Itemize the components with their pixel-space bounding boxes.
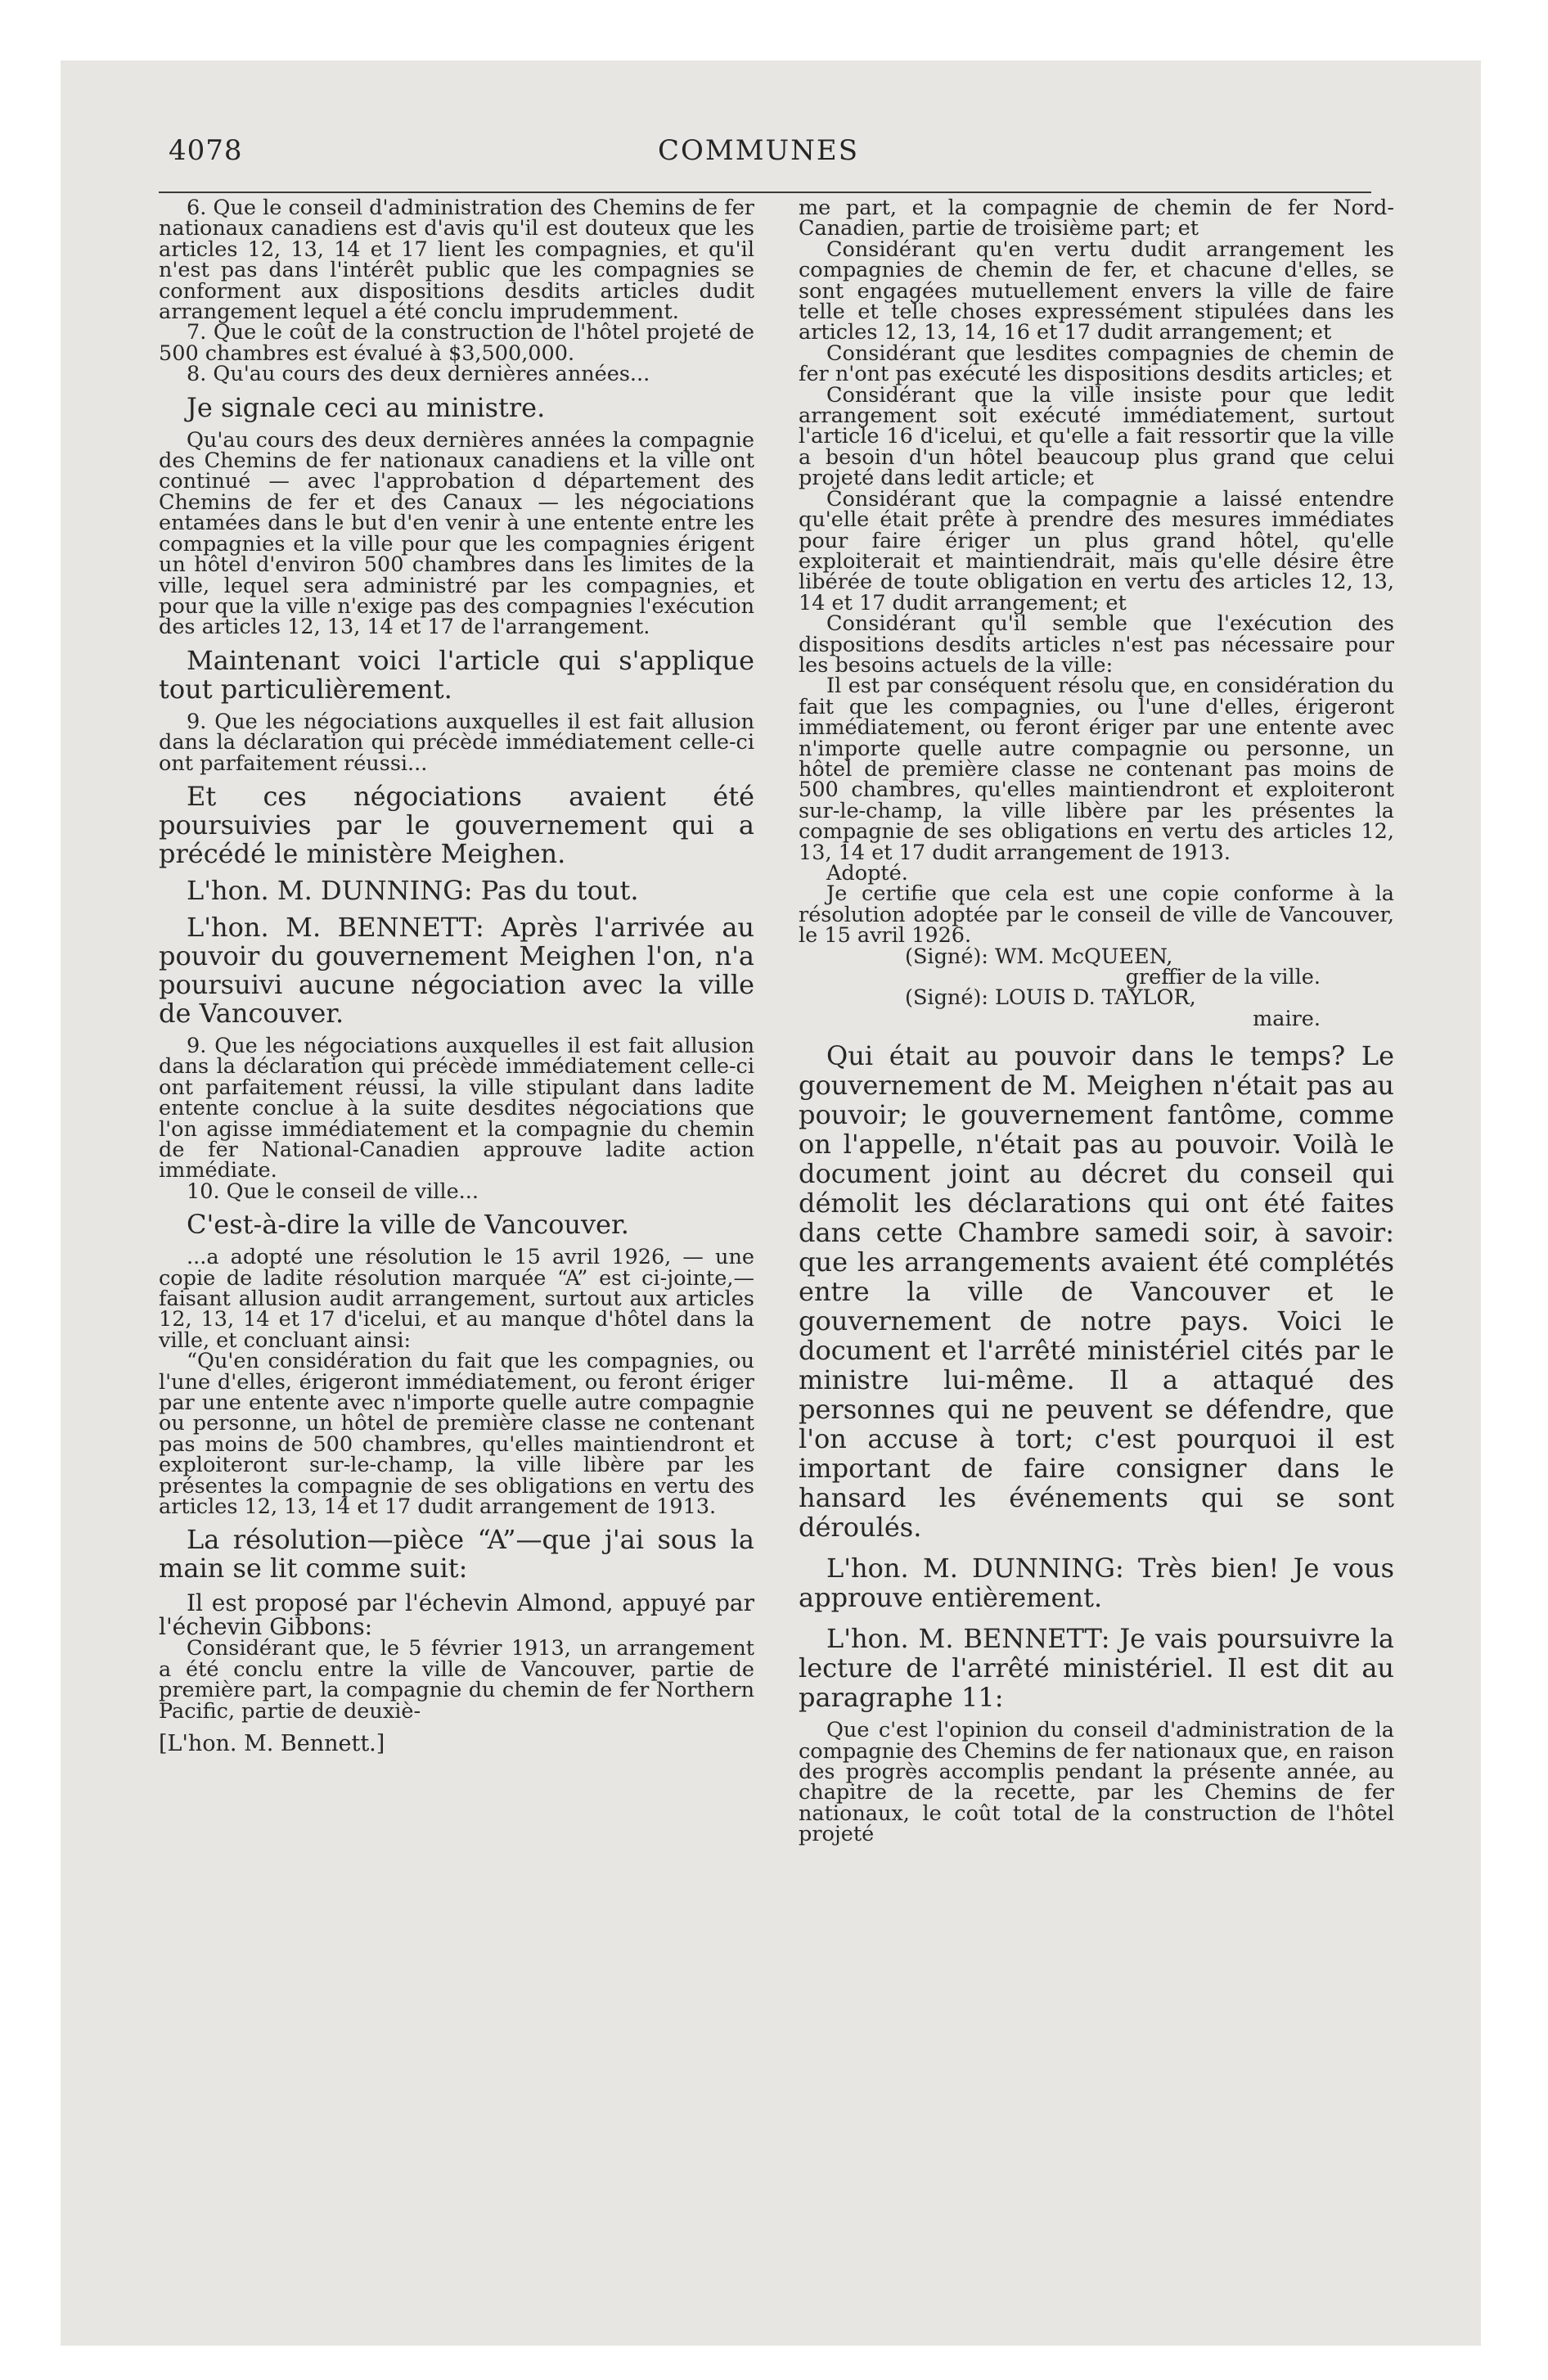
speech-paragraph: Qui était au pouvoir dans le temps? Le gouvernement de M. Meighen n'était pas au pouvoir; le gouvernement fantôme, comme on l'appelle, n'était pas au pouvoir. Voilà le document joint au décret du conseil qui démolit les déclarations qui ont été faites dans cette Chambre samedi soir, à savoir: que les arrangements avaient été complétés entre la ville de Vancouver et le gouvernement de notre pays. Voici le document et l'arrêté ministériel cités par le ministre lui-même. Il a attaqué des personnes qui ne peuvent se défendre, que l'on accuse à tort; c'est pourquoi il est important de faire consigner dans le hansard les événements qui se sont déroulés. (799, 1040, 1394, 1544)
speech-paragraph: Maintenant voici l'article qui s'applique tout particulièrement. (159, 644, 754, 705)
speech-paragraph: C'est-à-dire la ville de Vancouver. (187, 1209, 629, 1241)
paragraph: Que c'est l'opinion du conseil d'administration de la compagnie des Chemins de fer nationaux que, en raison des progrès accomplis pendant la présente année, au chapitre de la recette, par les Chemins de fer nationaux, le coût total de la construction de l'hôtel projeté (799, 1718, 1394, 1847)
signature-clerk: (Signé): WM. McQUEEN, (905, 944, 1173, 969)
paragraph: Considérant que la compagnie a laissé entendre qu'elle était prête à prendre des mesures immédiates pour faire ériger un plus grand hôtel, qu'elle exploiterait et maintiendrait, mais qu'elle désire être libérée de toute obligation en vertu des articles 12, 13, 14 et 17 dudit arrangement; et (799, 486, 1394, 615)
header-rule (159, 192, 1371, 193)
page-header (61, 61, 1481, 192)
left-column (159, 198, 754, 1755)
paragraph: 9. Que les négociations auxquelles il est fait allusion dans la déclaration qui précède immédiatement celle-ci ont parfaitement réussi, la ville stipulant dans ladite entente conclue à la suite desdites négociations que l'on agisse immédiatement et la compagnie du chemin de fer National-Canadien approuve ladite action immédiate. (159, 1033, 754, 1183)
signature-clerk-title: greffier de la ville. (1125, 965, 1321, 990)
paragraph: 8. Qu'au cours des deux dernières années... (187, 362, 650, 387)
speech-paragraph: Je signale ceci au ministre. (187, 391, 546, 423)
paragraph: Adopté. (826, 861, 908, 886)
paragraph: 7. Que le coût de la construction de l'hôtel projeté de 500 chambres est évalué à $3,500,000. (159, 320, 754, 366)
paragraph: 9. Que les négociations auxquelles il est fait allusion dans la déclaration qui précède immédiatement celle-ci ont parfaitement réussi... (159, 709, 754, 776)
paragraph: Qu'au cours des deux dernières années la compagnie des Chemins de fer nationaux canadiens et la ville ont continué — avec l'approbation d département des Chemins de fer et des Canaux — les négociations entamées dans le but d'en venir à une entente entre les compagnies et la ville pour que les compagnies érigent un hôtel d'environ 500 chambres dans les limites de la ville, lequel sera administré par les compagnies, et pour que la ville n'exige pas des compagnies l'exécution des articles 12, 13, 14 et 17 de l'arrangement. (159, 427, 754, 640)
paragraph: ...a adopté une résolution le 15 avril 1926, — une copie de ladite résolution marquée “A” est ci-jointe,—faisant allusion audit arrangement, surtout aux articles 12, 13, 14 et 17 d'icelui, et au manque d'hôtel dans la ville, et concluant ainsi: (159, 1245, 754, 1353)
running-title: COMMUNES (658, 134, 860, 167)
page-number: 4078 (169, 134, 243, 167)
document-page (61, 61, 1481, 2346)
right-column (799, 198, 1394, 1846)
speech-paragraph: L'hon. M. BENNETT: Après l'arrivée au pouvoir du gouvernement Meighen l'on, n'a poursuivi aucune négociation avec la ville de Vancouver. (159, 911, 754, 1029)
paragraph: Considérant que la ville insiste pour que ledit arrangement soit exécuté immédiatement, surtout l'article 16 d'icelui, et qu'elle a fait ressortir que la ville a besoin d'un hôtel beaucoup plus grand que celui projeté dans ledit article; et (799, 382, 1394, 491)
speech-paragraph: La résolution—pièce “A”—que j'ai sous la main se lit comme suit: (159, 1524, 754, 1584)
speech-paragraph: L'hon. M. BENNETT: Je vais poursuivre la lecture de l'arrêté ministériel. Il est dit au paragraphe 11: (799, 1623, 1394, 1714)
paragraph: Je certifie que cela est une copie conforme à la résolution adoptée par le conseil de ville de Vancouver, le 15 avril 1926. (799, 881, 1394, 949)
speech-paragraph: L'hon. M. DUNNING: Pas du tout. (187, 874, 639, 906)
speech-paragraph: Et ces négociations avaient été poursuivies par le gouvernement qui a précédé le ministère Meighen. (159, 780, 754, 869)
signature-mayor-title: maire. (1253, 1006, 1321, 1031)
signature-mayor: (Signé): LOUIS D. TAYLOR, (905, 985, 1196, 1011)
speech-paragraph: L'hon. M. DUNNING: Très bien! Je vous approuve entièrement. (799, 1553, 1394, 1614)
paragraph: Il est proposé par l'échevin Almond, appuyé par l'échevin Gibbons: (159, 1589, 754, 1641)
paragraph: Considérant que, le 5 février 1913, un arrangement a été conclu entre la ville de Vancouver, partie de première part, la compagnie du chemin de fer Northern Pacific, partie de deuxiè- (159, 1636, 754, 1724)
paragraph: Il est par conséquent résolu que, en considération du fait que les compagnies, ou l'une d'elles, érigeront immédiatement, ou feront ériger par une entente avec n'importe quelle autre compagnie ou personne, un hôtel de première classe ne contenant pas moins de 500 chambres, qu'elles maintiendront et exploiteront sur-le-champ, la ville libère par les présentes la compagnie de ses obligations en vertu des articles 12, 13, 14 et 17 dudit arrangement de 1913. (799, 674, 1394, 865)
paragraph: Considérant qu'il semble que l'exécution des dispositions desdits articles n'est pas nécessaire pour les besoins actuels de la ville: (799, 611, 1394, 678)
speaker-footer: [L'hon. M. Bennett.] (159, 1731, 385, 1757)
paragraph: 10. Que le conseil de ville... (187, 1179, 479, 1204)
paragraph: Considérant que lesdites compagnies de chemin de fer n'ont pas exécuté les dispositions desdits articles; et (799, 340, 1394, 387)
paragraph: “Qu'en considération du fait que les compagnies, ou l'une d'elles, érigeront immédiatement, ou feront ériger par une entente avec n'importe quelle autre compagnie ou personne, un hôtel de première classe ne contenant pas moins de 500 chambres, qu'elles maintiendront et exploiteront sur-le-champ, la ville libère par les présentes la compagnie de ses obligations en vertu des articles 12, 13, 14 et 17 dudit arrangement de 1913. (159, 1349, 754, 1520)
paragraph: me part, et la compagnie de chemin de fer Nord-Canadien, partie de troisième part; et (799, 196, 1394, 241)
paragraph: 6. Que le conseil d'administration des Chemins de fer nationaux canadiens est d'avis qu'il est douteux que les articles 12, 13, 14 et 17 lient les compagnies, et qu'il n'est pas dans l'intérêt public que les compagnies se conforment aux dispositions desdits articles dudit arrangement lequel a été conclu imprudemment. (159, 196, 754, 325)
paragraph: Considérant qu'en vertu dudit arrangement les compagnies de chemin de fer, et chacune d'elles, se sont engagées mutuellement envers la ville de faire telle et telle choses expressément stipulées dans les articles 12, 13, 14, 16 et 17 dudit arrangement; et (799, 237, 1394, 345)
